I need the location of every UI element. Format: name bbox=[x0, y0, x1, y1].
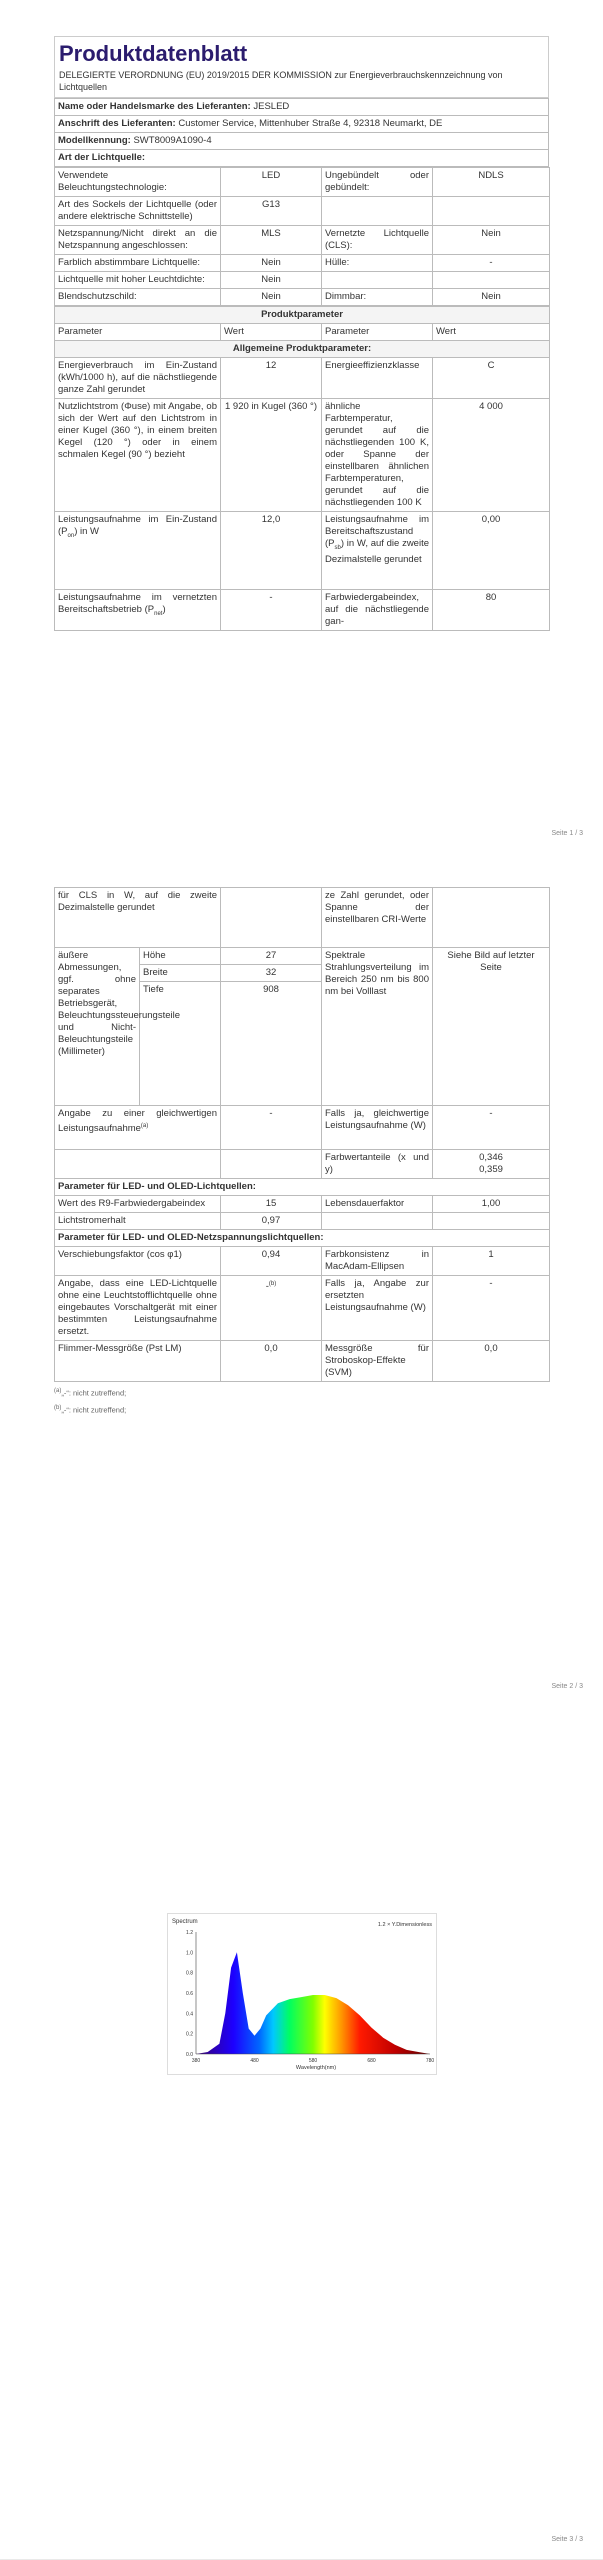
standby-power-label: Leistungsaufnahme im Bereitschaftszustand $(P_{sb})$ in W, auf die zweite Dezimalstelle gerundet bbox=[322, 512, 433, 590]
standby-power-value: 0,00 bbox=[433, 512, 550, 590]
cri-label: Farbwiedergabeindex, auf die nächstliegende gan- bbox=[322, 590, 433, 631]
spectrum-ytick: 0.2 bbox=[186, 2031, 193, 2038]
model-value: SWT8009A1090-4 bbox=[133, 135, 212, 146]
spectrum-xtick: 380 bbox=[191, 2058, 201, 2064]
lifetime-label: Lebensdauerfaktor bbox=[322, 1196, 433, 1213]
dim-depth-value: 908 bbox=[221, 982, 322, 1106]
lightsource-v1-cell: LED bbox=[221, 168, 322, 197]
params-section: Produktparameter bbox=[55, 307, 550, 324]
spectral-value: Siehe Bild auf letzter Seite bbox=[433, 948, 550, 1106]
dim-width-value: 32 bbox=[221, 965, 322, 982]
page-number-1: Seite 1 / 3 bbox=[551, 830, 583, 837]
col-param-2: Parameter bbox=[322, 324, 433, 341]
lightsource-l2-cell: Ungebündelt oder gebündelt: bbox=[322, 168, 433, 197]
lightsource-l1-cell: Netzspannung/Nicht direkt an die Netzspannung angeschlossen: bbox=[55, 226, 221, 255]
spectrum-ytick: 0.8 bbox=[186, 1970, 193, 1977]
lightsource-row bbox=[55, 226, 550, 255]
color-consistency-label: Farbkonsistenz in MacAdam-Ellipsen bbox=[322, 1247, 433, 1276]
mains-params-section: Parameter für LED- und OLED-Netzspannungslichtquellen: bbox=[55, 1230, 550, 1247]
led-params-section: Parameter für LED- und OLED-Lichtquellen: bbox=[55, 1179, 550, 1196]
page-number-3: Seite 3 / 3 bbox=[551, 2536, 583, 2543]
dim-height-label: Höhe bbox=[140, 948, 221, 965]
lightsource-l2-cell bbox=[322, 197, 433, 226]
lightsource-row bbox=[55, 168, 550, 197]
r9-label: Wert des R9-Farbwiedergabeindex bbox=[55, 1196, 221, 1213]
lightsource-v1-cell: Nein bbox=[221, 289, 322, 306]
lightsource-l1-cell: Farblich abstimmbare Lichtquelle: bbox=[55, 255, 221, 272]
r9-value: 15 bbox=[221, 1196, 322, 1213]
energy-class-value: C bbox=[433, 358, 550, 399]
lightsource-l2-cell bbox=[322, 272, 433, 289]
lightsource-l1-cell: Blendschutzschild: bbox=[55, 289, 221, 306]
lumen-maintenance-label: Lichtstromerhalt bbox=[55, 1213, 221, 1230]
spectrum-ytick: 0.0 bbox=[186, 2052, 193, 2058]
displacement-value: 0,94 bbox=[221, 1247, 322, 1276]
energy-consumption-value: 12 bbox=[221, 358, 322, 399]
lightsource-l2-cell: Vernetzte Lichtquelle (CLS): bbox=[322, 226, 433, 255]
spectrum-ylabel: Spectrum bbox=[172, 1919, 198, 1925]
spectrum-ytick: 0.6 bbox=[186, 1991, 193, 1997]
chromaticity-label: Farbwertanteile (x und y) bbox=[322, 1150, 433, 1179]
page-number-2: Seite 2 / 3 bbox=[551, 1683, 583, 1690]
network-standby-value: - bbox=[221, 590, 322, 631]
chromaticity-value: 0,346 0,359 bbox=[433, 1150, 550, 1179]
equiv-power-claim-value: - bbox=[221, 1106, 322, 1150]
page-2 bbox=[0, 853, 603, 1706]
network-standby-label: Leistungsaufnahme im vernetzten Bereitschaftsbetrieb $(P_{net})$ bbox=[55, 590, 221, 631]
dimensions-label: äußere Abmessungen, ggf. ohne separates Betriebsgerät, Beleuchtungssteuerungsteile und Nicht-Beleuchtungsteile (Millimeter) bbox=[55, 948, 140, 1106]
spectrum-ytick: 0.4 bbox=[186, 2011, 193, 2018]
replacement-claim-value: -$^{(b)}$ bbox=[221, 1276, 322, 1341]
params-table-cont bbox=[54, 887, 550, 1382]
spectrum-legend: 1.2 × Y.Dimensionless bbox=[377, 1922, 432, 1928]
lightsource-v1-cell: Nein bbox=[221, 272, 322, 289]
color-consistency-value: 1 bbox=[433, 1247, 550, 1276]
lightsource-row bbox=[55, 255, 550, 272]
replacement-power-value: - bbox=[433, 1276, 550, 1341]
spectrum-xlabel: Wavelength(nm) bbox=[295, 2065, 337, 2071]
page-1 bbox=[0, 0, 603, 853]
on-power-value: 12,0 bbox=[221, 512, 322, 590]
params-table bbox=[54, 306, 550, 631]
replacement-claim-label: Angabe, dass eine LED-Lichtquelle ohne eine Leuchtstofflichtquelle ohne eingebautes Vorschaltgerät mit einer bestimmten Leistungsaufnahme ersetzt. bbox=[55, 1276, 221, 1341]
displacement-label: Verschiebungsfaktor (cos φ1) bbox=[55, 1247, 221, 1276]
lightsource-v1-cell: G13 bbox=[221, 197, 322, 226]
footnote-a: $^{(a)}$„-“: nicht zutreffend; bbox=[54, 1388, 127, 1398]
dim-depth-label: Tiefe bbox=[140, 982, 221, 1106]
cct-label: ähnliche Farbtemperatur, gerundet auf die nächstliegenden 100 K, oder Spanne der einstellbaren ähnlichen Farbtemperaturen, gerundet auf die nächstliegenden 100 K bbox=[322, 399, 433, 512]
equiv-power-label: Falls ja, gleichwertige Leistungsaufnahme (W) bbox=[322, 1106, 433, 1150]
lightsource-row bbox=[55, 289, 550, 306]
lightsource-l2-cell: Dimmbar: bbox=[322, 289, 433, 306]
on-power-label: Leistungsaufnahme im Ein-Zustand $(P_{on})$ in W bbox=[55, 512, 221, 590]
equiv-power-claim-label: Angabe zu einer gleichwertigen Leistungsaufnahme$^{(a)}$ bbox=[55, 1106, 221, 1150]
spectral-label: Spektrale Strahlungsverteilung im Bereich 250 nm bis 800 nm bei Volllast bbox=[322, 948, 433, 1106]
general-params-section: Allgemeine Produktparameter: bbox=[55, 341, 550, 358]
spectrum-xtick: 480 bbox=[250, 2058, 259, 2064]
lightsource-v2-cell bbox=[433, 272, 550, 289]
col-value-1: Wert bbox=[221, 324, 322, 341]
spectrum-xtick: 680 bbox=[367, 2058, 376, 2064]
lightsource-row bbox=[55, 197, 550, 226]
supplier-name-value: JESLED bbox=[253, 101, 290, 112]
lightsource-v2-cell bbox=[433, 197, 550, 226]
lumen-maintenance-value: 0,97 bbox=[221, 1213, 322, 1230]
spectrum-area bbox=[196, 1952, 430, 2054]
luminous-flux-value: 1 920 in Kugel (360 °) bbox=[221, 399, 322, 512]
lightsource-v1-cell: MLS bbox=[221, 226, 322, 255]
spectrum-ytick: 1.2 bbox=[186, 1930, 193, 1936]
spectrum-svg bbox=[168, 1914, 436, 2074]
lightsource-v2-cell: NDLS bbox=[433, 168, 550, 197]
supplier-table bbox=[54, 98, 549, 167]
cri-value: 80 bbox=[433, 590, 550, 631]
supplier-address-label: Anschrift des Lieferanten: bbox=[58, 118, 176, 129]
spectrum-xtick: 580 bbox=[308, 2058, 318, 2064]
col-value-2: Wert bbox=[433, 324, 550, 341]
datasheet-page-1 bbox=[54, 36, 549, 631]
dim-height-value: 27 bbox=[221, 948, 322, 965]
lightsource-v2-cell: Nein bbox=[433, 226, 550, 255]
cct-value: 4 000 bbox=[433, 399, 550, 512]
lightsource-table bbox=[54, 167, 550, 306]
luminous-flux-label: Nutzlichtstrom (Φuse) mit Angabe, ob sich der Wert auf den Lichtstrom in einer Kugel (360 °), in einem breiten Kegel (120 °) oder in einem schmalen Kegel (90 °) bezieht bbox=[55, 399, 221, 512]
lightsource-row bbox=[55, 272, 550, 289]
model-label: Modellkennung: bbox=[58, 135, 131, 146]
lightsource-l1-cell: Verwendete Beleuchtungstechnologie: bbox=[55, 168, 221, 197]
document-title: Produktdatenblatt bbox=[54, 36, 549, 69]
spectrum-xtick: 780 bbox=[425, 2058, 435, 2064]
col-param-1: Parameter bbox=[55, 324, 221, 341]
footnote-b: $^{(b)}$„-“: nicht zutreffend; bbox=[54, 1404, 127, 1414]
flicker-label: Flimmer-Messgröße (Pst LM) bbox=[55, 1341, 221, 1382]
energy-class-label: Energieeffizienzklasse bbox=[322, 358, 433, 399]
datasheet-page-2 bbox=[54, 887, 549, 1415]
equiv-power-value: - bbox=[433, 1106, 550, 1150]
lifetime-value: 1,00 bbox=[433, 1196, 550, 1213]
stroboscopic-label: Messgröße für Stroboskop-Effekte (SVM) bbox=[322, 1341, 433, 1382]
lightsource-v1-cell: Nein bbox=[221, 255, 322, 272]
lightsource-l1-cell: Lichtquelle mit hoher Leuchtdichte: bbox=[55, 272, 221, 289]
spectrum-ytick: 1.0 bbox=[186, 1950, 193, 1957]
flicker-value: 0,0 bbox=[221, 1341, 322, 1382]
page-3 bbox=[0, 1706, 603, 2559]
lightsource-section: Art der Lichtquelle: bbox=[55, 150, 549, 167]
lightsource-v2-cell: Nein bbox=[433, 289, 550, 306]
spectrum-chart bbox=[167, 1913, 437, 2075]
energy-consumption-label: Energieverbrauch im Ein-Zustand (kWh/1000 h), auf die nächstliegende ganze Zahl gerundet bbox=[55, 358, 221, 399]
lightsource-l1-cell: Art des Sockels der Lichtquelle (oder andere elektrische Schnittstelle) bbox=[55, 197, 221, 226]
cri-label-cont: ze Zahl gerundet, oder Spanne der einstellbaren CRI-Werte bbox=[322, 888, 433, 948]
stroboscopic-value: 0,0 bbox=[433, 1341, 550, 1382]
dim-width-label: Breite bbox=[140, 965, 221, 982]
document-subtitle: DELEGIERTE VERORDNUNG (EU) 2019/2015 DER KOMMISSION zur Energieverbrauchskennzeichnung von Lichtquellen bbox=[54, 69, 549, 98]
lightsource-v2-cell: - bbox=[433, 255, 550, 272]
network-standby-label-cont: für CLS in W, auf die zweite Dezimalstelle gerundet bbox=[55, 888, 221, 948]
replacement-power-label: Falls ja, Angabe zur ersetzten Leistungsaufnahme (W) bbox=[322, 1276, 433, 1341]
supplier-name-label: Name oder Handelsmarke des Lieferanten: bbox=[58, 101, 251, 112]
lightsource-l2-cell: Hülle: bbox=[322, 255, 433, 272]
supplier-address-value: Customer Service, Mittenhuber Straße 4, 92318 Neumarkt, DE bbox=[178, 118, 443, 129]
